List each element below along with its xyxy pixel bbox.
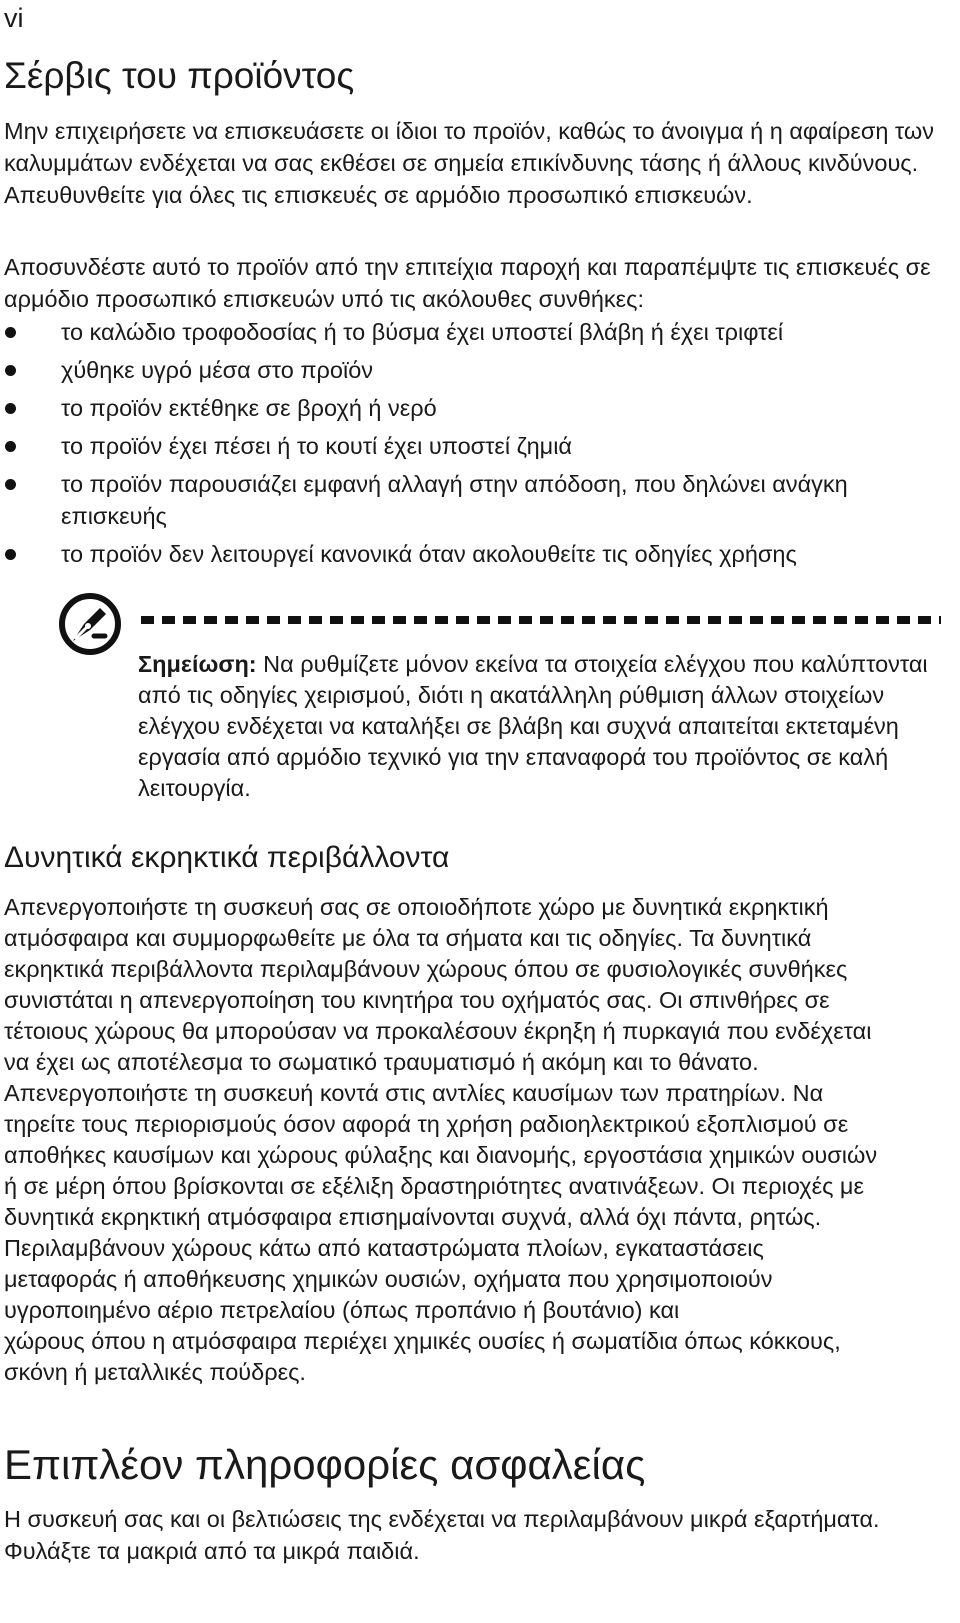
list-item-text: το προϊόν εκτέθηκε σε βροχή ή νερό — [61, 395, 437, 421]
service-intro-paragraph: Μην επιχειρήσετε να επισκευάσετε οι ίδιοι το προϊόν, καθώς το άνοιγμα ή η αφαίρεση των καλυμμάτων ενδέχεται να σας εκθέσει σε σημεία επικίνδυνης τάσης ή άλλους κινδύνους. Απευθυνθείτε για όλες τις επισκευές σε αρμόδιο προσωπικό επισκευών. — [4, 118, 934, 208]
explosive-line: συνιστάται η απενεργοποίηση του κινητήρα του οχήματός σας. Οι σπινθήρες σε — [4, 987, 830, 1013]
explosive-line: υγροποιημένο αέριο πετρελαίου (όπως προπάνιο ή βουτάνιο) και — [4, 1297, 680, 1323]
service-conditions-list — [4, 316, 939, 576]
bullet-dot-icon — [5, 365, 16, 376]
explosive-line: χώρους όπου η ατμόσφαιρα περιέχει χημικές ουσίες ή σωματίδια όπως κόκκους, — [4, 1328, 841, 1354]
list-item — [4, 354, 939, 386]
service-disconnect-paragraph: Αποσυνδέστε αυτό το προϊόν από την επιτείχια παροχή και παραπέμψτε τις επισκευές σε αρμόδιο προσωπικό επισκευών υπό τις ακόλουθες συνθήκες: — [4, 254, 931, 312]
list-item-text: το καλώδιο τροφοδοσίας ή το βύσμα έχει υποστεί βλάβη ή έχει τριφτεί — [61, 319, 784, 345]
explosive-line: σκόνη ή μεταλλικές πούδρες. — [4, 1359, 306, 1385]
list-item — [4, 316, 939, 348]
bullet-dot-icon — [5, 479, 16, 490]
explosive-line: ή σε μέρη όπου βρίσκονται σε εξέλιξη δραστηριότητες ανατινάξεων. Οι περιοχές με — [4, 1173, 864, 1199]
bullet-dot-icon — [5, 549, 16, 560]
explosive-line: τηρείτε τους περιορισμούς όσον αφορά τη χρήση ραδιοηλεκτρικού εξοπλισμού σε — [4, 1111, 849, 1137]
list-item-text: το προϊόν παρουσιάζει εμφανή αλλαγή στην απόδοση, που δηλώνει ανάγκη επισκευής — [61, 471, 848, 529]
section-heading-service: Σέρβις του προϊόντος — [4, 55, 355, 96]
bullet-dot-icon — [5, 327, 16, 338]
explosive-line: αποθήκες καυσίμων και χώρους φύλαξης και διανομής, εργοστάσια χημικών ουσιών — [4, 1142, 878, 1168]
section-heading-explosive: Δυνητικά εκρηκτικά περιβάλλοντα — [4, 841, 450, 874]
list-item — [4, 468, 939, 532]
explosive-line: ατμόσφαιρα και συμμορφωθείτε με όλα τα σήματα και τις οδηγίες. Τα δυνητικά — [4, 925, 812, 951]
explosive-line: εκρηκτικά περιβάλλοντα περιλαμβάνουν χώρους όπου σε φυσιολογικές συνθήκες — [4, 956, 848, 982]
list-item-text: το προϊόν δεν λειτουργεί κανονικά όταν ακολουθείτε τις οδηγίες χρήσης — [61, 541, 797, 567]
explosive-line: να έχει ως αποτέλεσμα το σωματικό τραυματισμό ή ακόμη και το θάνατο. — [4, 1049, 759, 1075]
explosive-line: Περιλαμβάνουν χώρους κάτω από καταστρώματα πλοίων, εγκαταστάσεις — [4, 1235, 764, 1261]
explosive-line: δυνητικά εκρηκτική ατμόσφαιρα επισημαίνονται συχνά, αλλά όχι πάντα, ρητώς. — [4, 1204, 822, 1230]
note-divider — [141, 616, 941, 624]
section-heading-more-safety: Επιπλέον πληροφορίες ασφαλείας — [4, 1441, 646, 1488]
explosive-line: Απενεργοποιήστε τη συσκευή σας σε οποιοδήποτε χώρο με δυνητικά εκρηκτική — [4, 894, 829, 920]
list-item — [4, 538, 939, 570]
list-item-text: το προϊόν έχει πέσει ή το κουτί έχει υποστεί ζημιά — [61, 433, 572, 459]
list-item — [4, 430, 939, 462]
bullet-dot-icon — [5, 403, 16, 414]
more-safety-paragraph: Η συσκευή σας και οι βελτιώσεις της ενδέχεται να περιλαμβάνουν μικρά εξαρτήματα. Φυλάξτε τα μακριά από τα μικρά παιδιά. — [4, 1506, 880, 1564]
note-label: Σημείωση: — [138, 651, 257, 677]
note-paragraph — [138, 649, 928, 804]
bullet-dot-icon — [5, 441, 16, 452]
list-item — [4, 392, 939, 424]
explosive-line: Απενεργοποιήστε τη συσκευή κοντά στις αντλίες καυσίμων των πρατηρίων. Να — [4, 1080, 824, 1106]
explosive-line: μεταφοράς ή αποθήκευσης χημικών ουσιών, οχήματα που χρησιμοποιούν — [4, 1266, 773, 1292]
explosive-line: τέτοιους χώρους θα μπορούσαν να προκαλέσουν έκρηξη ή πυρκαγιά που ενδέχεται — [4, 1018, 872, 1044]
list-item-text: χύθηκε υγρό μέσα στο προϊόν — [61, 357, 374, 383]
explosive-paragraph — [4, 892, 939, 1388]
note-body: Να ρυθμίζετε μόνον εκείνα τα στοιχεία ελέγχου που καλύπτονται από τις οδηγίες χειρισμού, διότι η ακατάλληλη ρύθμιση άλλων στοιχείων ελέγχου ενδέχεται να καταλήξει σε βλάβη και συχνά απαιτείται εκτεταμένη εργασία από αρμόδιο τεχνικό για την επαναφορά του προϊόντος σε καλή λειτουργία. — [138, 651, 928, 801]
page-number: vi — [4, 3, 24, 33]
note-pen-icon — [58, 592, 122, 656]
